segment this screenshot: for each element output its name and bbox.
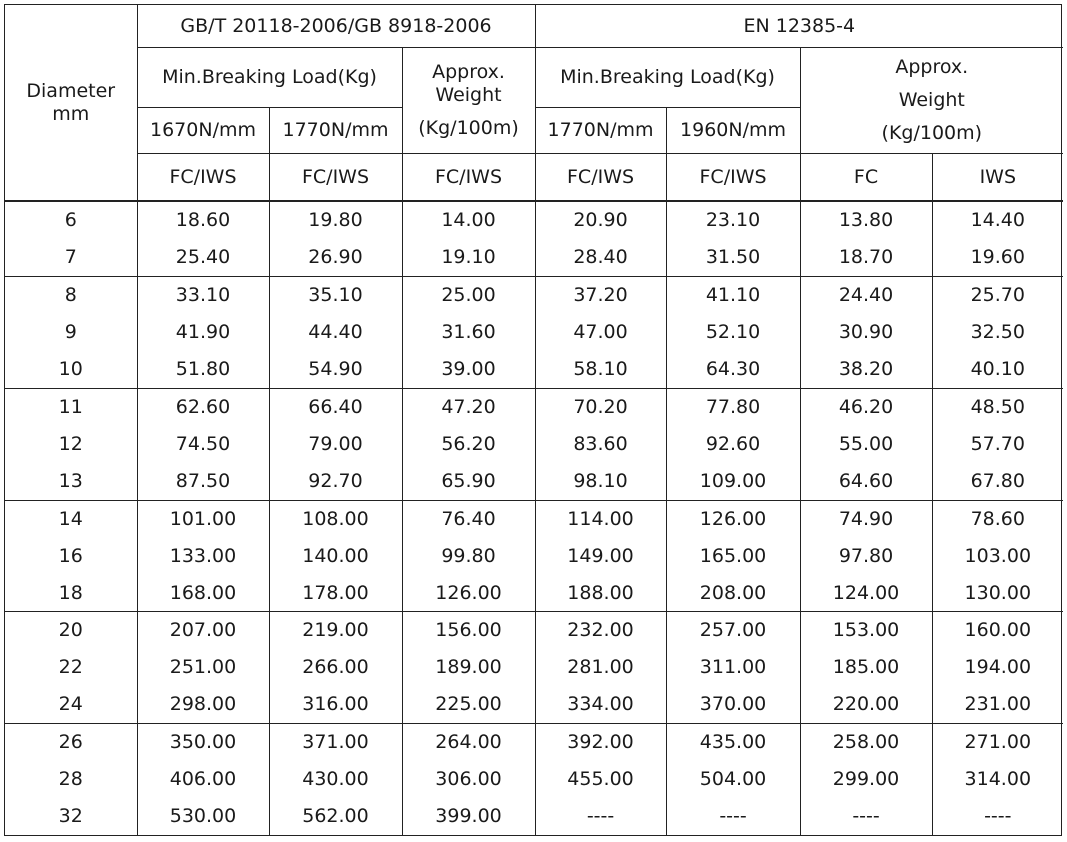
cell-en-1770: 28.40	[535, 239, 666, 276]
cell-en-iws: 48.50	[932, 388, 1063, 425]
cell-en-1960: 64.30	[666, 351, 800, 388]
cell-gb-1770: 92.70	[269, 463, 402, 500]
cell-diameter: 28	[5, 761, 137, 798]
cell-gb-1770: 219.00	[269, 612, 402, 649]
table-row	[5, 686, 1063, 723]
approx-weight-gb-header	[402, 48, 535, 154]
table-row	[5, 388, 1063, 425]
cell-en-1960: 370.00	[666, 686, 800, 723]
core-gb-1670-header: FC/IWS	[137, 153, 269, 201]
cell-gb-weight: 65.90	[402, 463, 535, 500]
cell-en-1960: 92.60	[666, 426, 800, 463]
cell-gb-1770: 66.40	[269, 388, 402, 425]
cell-gb-1770: 430.00	[269, 761, 402, 798]
rope-spec-table-sheet	[4, 4, 1062, 836]
table-row	[5, 649, 1063, 686]
table-row	[5, 463, 1063, 500]
cell-gb-1670: 298.00	[137, 686, 269, 723]
cell-gb-1670: 51.80	[137, 351, 269, 388]
cell-en-iws: 19.60	[970, 246, 1025, 269]
cell-en-1960: 165.00	[666, 538, 800, 575]
cell-diameter: 18	[5, 574, 137, 611]
diameter-label-line1: Diameter	[26, 79, 116, 102]
cell-en-iws: 78.60	[932, 500, 1063, 537]
standard-en-header: EN 12385-4	[535, 5, 1063, 48]
cell-gb-1770: 178.00	[269, 574, 402, 611]
cell-diameter: 8	[5, 277, 137, 314]
cell-en-iws: 67.80	[970, 469, 1025, 492]
approx-weight-gb-line1: Approx.	[432, 61, 505, 84]
cell-gb-weight: 189.00	[402, 649, 535, 686]
core-en-fc-header: FC	[800, 153, 932, 201]
cell-en-fc: 13.80	[800, 201, 932, 239]
cell-en-fc: 97.80	[800, 538, 932, 575]
table-body	[5, 201, 1063, 835]
approx-weight-gb-line3: (Kg/100m)	[418, 116, 519, 139]
cell-en-1770: ----	[535, 798, 666, 835]
cell-gb-1770: 19.80	[269, 201, 402, 239]
cell-gb-1670: 350.00	[137, 724, 269, 761]
cell-gb-1670: 168.00	[137, 574, 269, 611]
cell-en-1770: 37.20	[535, 277, 666, 314]
cell-diameter: 26	[5, 724, 137, 761]
core-en-1960-header: FC/IWS	[666, 153, 800, 201]
cell-en-1960: 31.50	[666, 239, 800, 276]
cell-en-1770: 114.00	[535, 500, 666, 537]
cell-en-1770: 58.10	[535, 351, 666, 388]
cell-diameter: 16	[5, 538, 137, 575]
cell-en-fc: 24.40	[800, 277, 932, 314]
table-row	[5, 351, 1063, 388]
cell-en-1770: 83.60	[535, 426, 666, 463]
cell-gb-1670: 87.50	[137, 463, 269, 500]
cell-gb-1770: 26.90	[269, 239, 402, 276]
cell-gb-weight: 39.00	[402, 351, 535, 388]
cell-en-fc: 299.00	[800, 761, 932, 798]
cell-gb-1670: 406.00	[137, 761, 269, 798]
cell-diameter: 20	[5, 612, 137, 649]
cell-gb-1670: 33.10	[137, 277, 269, 314]
cell-gb-1670: 530.00	[137, 798, 269, 835]
core-gb-1770-header: FC/IWS	[269, 153, 402, 201]
cell-en-1770: 455.00	[535, 761, 666, 798]
table-row	[5, 500, 1063, 537]
cell-en-iws: 14.40	[970, 209, 1025, 232]
cell-en-1960: 311.00	[666, 649, 800, 686]
cell-en-1960: 257.00	[666, 612, 800, 649]
approx-weight-en-line1: Approx.	[895, 55, 969, 78]
cell-gb-1770: 562.00	[269, 798, 402, 835]
cell-en-iws: 231.00	[964, 693, 1032, 716]
cell-en-1770: 334.00	[535, 686, 666, 723]
table-row	[5, 724, 1063, 761]
cell-en-1770: 281.00	[535, 649, 666, 686]
table-header	[5, 5, 1063, 201]
cell-gb-weight: 19.10	[402, 239, 535, 276]
cell-diameter: 10	[5, 351, 137, 388]
cell-en-1770: 20.90	[535, 201, 666, 239]
cell-gb-1770: 371.00	[269, 724, 402, 761]
cell-en-fc: 38.20	[800, 351, 932, 388]
cell-en-1960: 77.80	[666, 388, 800, 425]
cell-diameter: 6	[5, 201, 137, 239]
cell-en-fc: 74.90	[800, 500, 932, 537]
cell-en-fc: 220.00	[800, 686, 932, 723]
cell-en-fc: 46.20	[800, 388, 932, 425]
approx-weight-en-header	[800, 48, 1063, 154]
cell-en-iws: 32.50	[970, 321, 1025, 344]
cell-gb-1670: 101.00	[137, 500, 269, 537]
cell-gb-1670: 207.00	[137, 612, 269, 649]
cell-en-fc: 258.00	[800, 724, 932, 761]
cell-gb-1670: 18.60	[137, 201, 269, 239]
grade-gb-1770-header: 1770N/mm	[269, 107, 402, 153]
cell-en-1770: 188.00	[535, 574, 666, 611]
table-row	[5, 426, 1063, 463]
cell-en-iws: 160.00	[932, 612, 1063, 649]
cell-gb-1770: 266.00	[269, 649, 402, 686]
table-row	[5, 574, 1063, 611]
cell-diameter: 9	[5, 314, 137, 351]
cell-en-1960: 126.00	[666, 500, 800, 537]
table-row	[5, 798, 1063, 835]
approx-weight-en-line2: Weight	[898, 88, 965, 111]
table-row	[5, 314, 1063, 351]
cell-en-fc: 18.70	[800, 239, 932, 276]
cell-diameter: 13	[5, 463, 137, 500]
cell-gb-weight: 99.80	[402, 538, 535, 575]
cell-en-1770: 232.00	[535, 612, 666, 649]
standard-gb-header: GB/T 20118-2006/GB 8918-2006	[137, 5, 535, 48]
cell-en-1770: 70.20	[535, 388, 666, 425]
cell-en-1960: 435.00	[666, 724, 800, 761]
cell-en-fc: 124.00	[800, 574, 932, 611]
grade-gb-1670-header: 1670N/mm	[137, 107, 269, 153]
table-row	[5, 201, 1063, 239]
cell-gb-weight: 25.00	[402, 277, 535, 314]
cell-gb-1670: 25.40	[137, 239, 269, 276]
cell-en-iws: 194.00	[964, 656, 1032, 679]
cell-gb-1770: 54.90	[269, 351, 402, 388]
cell-en-iws: ----	[984, 805, 1012, 828]
cell-gb-weight: 156.00	[402, 612, 535, 649]
grade-en-1770-header: 1770N/mm	[535, 107, 666, 153]
cell-diameter: 14	[5, 500, 137, 537]
core-en-1770-header: FC/IWS	[535, 153, 666, 201]
cell-gb-1670: 62.60	[137, 388, 269, 425]
cell-en-iws: 57.70	[970, 432, 1025, 455]
table-row	[5, 538, 1063, 575]
cell-en-fc: 153.00	[800, 612, 932, 649]
cell-gb-1770: 108.00	[269, 500, 402, 537]
approx-weight-en-line3: (Kg/100m)	[881, 122, 983, 145]
cell-diameter: 32	[5, 798, 137, 835]
cell-gb-weight: 47.20	[402, 388, 535, 425]
approx-weight-gb-line2: Weight	[435, 84, 502, 107]
cell-en-1960: 208.00	[666, 574, 800, 611]
diameter-header	[5, 5, 137, 201]
cell-gb-1670: 251.00	[137, 649, 269, 686]
cell-diameter: 22	[5, 649, 137, 686]
cell-en-1770: 98.10	[535, 463, 666, 500]
cell-en-fc: 185.00	[800, 649, 932, 686]
min-breaking-load-en-header: Min.Breaking Load(Kg)	[535, 48, 800, 107]
grade-en-1960-header: 1960N/mm	[666, 107, 800, 153]
cell-en-1770: 47.00	[535, 314, 666, 351]
cell-en-1960: 41.10	[666, 277, 800, 314]
cell-en-fc: 30.90	[800, 314, 932, 351]
cell-en-1960: 52.10	[666, 314, 800, 351]
cell-diameter: 11	[5, 388, 137, 425]
min-breaking-load-gb-header: Min.Breaking Load(Kg)	[137, 48, 402, 107]
cell-en-iws: 25.70	[932, 277, 1063, 314]
cell-en-fc: ----	[800, 798, 932, 835]
cell-diameter: 12	[5, 426, 137, 463]
cell-gb-weight: 31.60	[402, 314, 535, 351]
cell-gb-weight: 225.00	[402, 686, 535, 723]
cell-en-1770: 149.00	[535, 538, 666, 575]
cell-en-iws: 103.00	[964, 544, 1032, 567]
cell-en-iws: 130.00	[964, 581, 1032, 604]
cell-en-fc: 64.60	[800, 463, 932, 500]
cell-en-fc: 55.00	[800, 426, 932, 463]
cell-gb-1770: 35.10	[269, 277, 402, 314]
core-en-iws-header: IWS	[932, 153, 1063, 201]
table-row	[5, 239, 1063, 276]
table-row	[5, 761, 1063, 798]
cell-gb-1770: 44.40	[269, 314, 402, 351]
rope-spec-table	[5, 5, 1063, 835]
cell-en-iws: 271.00	[932, 724, 1063, 761]
table-row	[5, 612, 1063, 649]
cell-gb-1770: 140.00	[269, 538, 402, 575]
cell-gb-1670: 133.00	[137, 538, 269, 575]
cell-en-1960: 504.00	[666, 761, 800, 798]
diameter-label-line2: mm	[52, 102, 90, 125]
cell-gb-weight: 306.00	[402, 761, 535, 798]
cell-diameter: 7	[5, 239, 137, 276]
table-row	[5, 277, 1063, 314]
cell-gb-weight: 76.40	[402, 500, 535, 537]
cell-gb-weight: 126.00	[402, 574, 535, 611]
cell-gb-weight: 264.00	[402, 724, 535, 761]
cell-gb-1770: 79.00	[269, 426, 402, 463]
cell-en-1960: 23.10	[666, 201, 800, 239]
cell-gb-weight: 14.00	[402, 201, 535, 239]
cell-en-1960: 109.00	[666, 463, 800, 500]
cell-gb-weight: 56.20	[402, 426, 535, 463]
cell-gb-1770: 316.00	[269, 686, 402, 723]
cell-en-1960: ----	[666, 798, 800, 835]
cell-gb-1670: 41.90	[137, 314, 269, 351]
cell-en-iws: 40.10	[970, 358, 1025, 380]
cell-en-1770: 392.00	[535, 724, 666, 761]
cell-gb-weight: 399.00	[402, 798, 535, 835]
cell-diameter: 24	[5, 686, 137, 723]
cell-gb-1670: 74.50	[137, 426, 269, 463]
core-gb-weight-header: FC/IWS	[402, 153, 535, 201]
cell-en-iws: 314.00	[964, 768, 1032, 791]
